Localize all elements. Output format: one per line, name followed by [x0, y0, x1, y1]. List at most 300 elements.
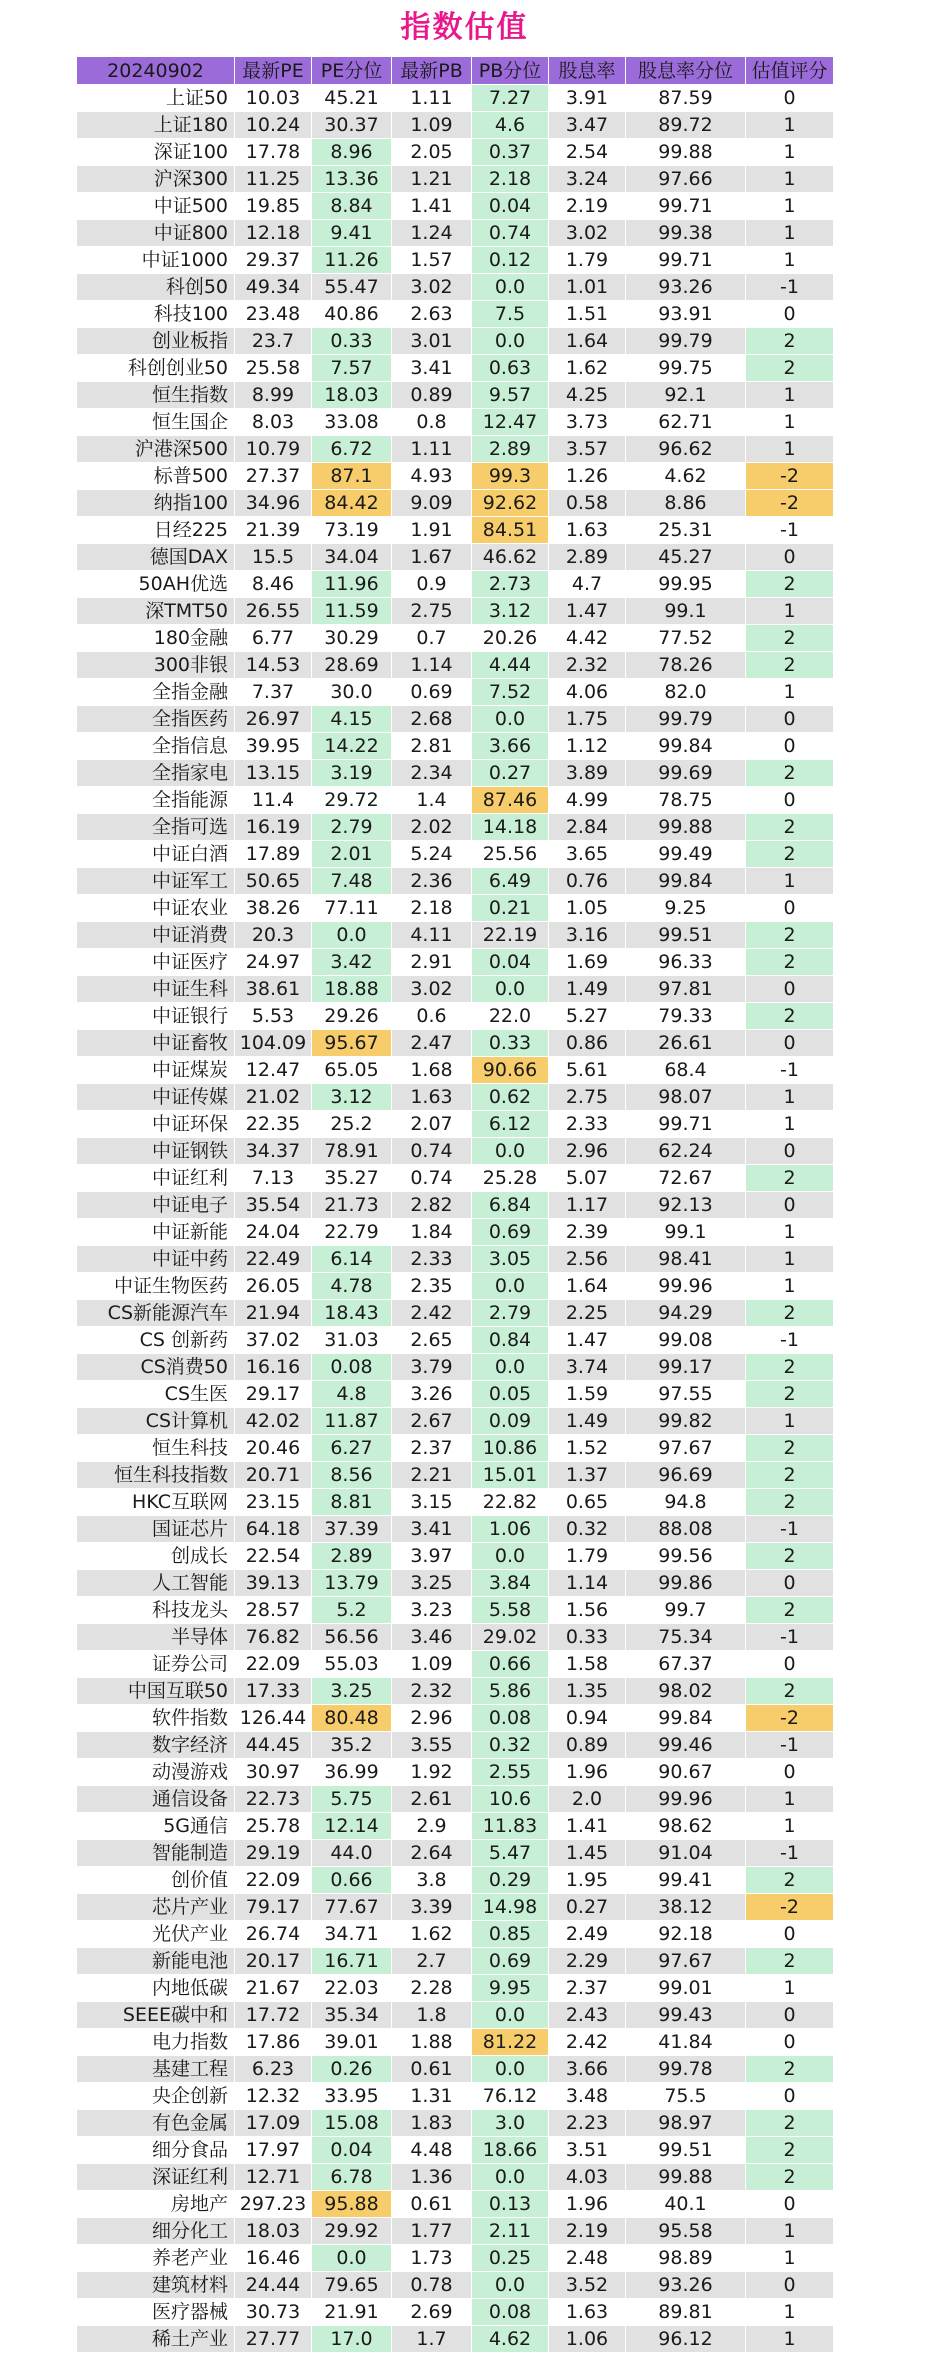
pb-percentile-cell: 84.51 [472, 517, 549, 544]
dividend-yield-cell: 2.42 [549, 2029, 626, 2056]
pe-cell: 20.17 [235, 1948, 312, 1975]
pe-cell: 27.37 [235, 463, 312, 490]
index-name-cell: 中证800 [77, 220, 235, 247]
index-name-cell: 中证畜牧 [77, 1030, 235, 1057]
dividend-percentile-cell: 89.72 [626, 112, 746, 139]
pb-cell: 2.7 [392, 1948, 472, 1975]
pb-percentile-cell: 25.28 [472, 1165, 549, 1192]
dividend-percentile-cell: 99.79 [626, 328, 746, 355]
pe-cell: 44.45 [235, 1732, 312, 1759]
pb-percentile-cell: 0.0 [472, 2002, 549, 2029]
pe-percentile-cell: 84.42 [312, 490, 392, 517]
dividend-yield-cell: 0.32 [549, 1516, 626, 1543]
dividend-percentile-cell: 78.75 [626, 787, 746, 814]
valuation-score-cell: 1 [746, 166, 834, 193]
pb-cell: 1.62 [392, 1921, 472, 1948]
table-row [77, 1138, 834, 1165]
valuation-score-cell: 1 [746, 1219, 834, 1246]
pb-percentile-cell: 6.49 [472, 868, 549, 895]
table-row [77, 1678, 834, 1705]
pb-cell: 1.09 [392, 112, 472, 139]
dividend-percentile-cell: 99.41 [626, 1867, 746, 1894]
pb-cell: 2.69 [392, 2299, 472, 2326]
column-header-pe-percentile: PE分位 [312, 57, 392, 85]
pb-cell: 2.75 [392, 598, 472, 625]
dividend-percentile-cell: 99.01 [626, 1975, 746, 2002]
index-name-cell: 全指能源 [77, 787, 235, 814]
pe-cell: 8.03 [235, 409, 312, 436]
pb-percentile-cell: 0.85 [472, 1921, 549, 1948]
pb-cell: 3.41 [392, 355, 472, 382]
pe-cell: 29.37 [235, 247, 312, 274]
dividend-percentile-cell: 78.26 [626, 652, 746, 679]
dividend-yield-cell: 3.16 [549, 922, 626, 949]
table-row [77, 463, 834, 490]
table-row [77, 2191, 834, 2218]
dividend-yield-cell: 1.01 [549, 274, 626, 301]
dividend-yield-cell: 2.56 [549, 1246, 626, 1273]
index-name-cell: 中证银行 [77, 1003, 235, 1030]
index-name-cell: 德国DAX [77, 544, 235, 571]
dividend-yield-cell: 1.64 [549, 328, 626, 355]
dividend-yield-cell: 1.95 [549, 1867, 626, 1894]
valuation-score-cell: 2 [746, 1678, 834, 1705]
pe-percentile-cell: 4.15 [312, 706, 392, 733]
dividend-yield-cell: 2.32 [549, 652, 626, 679]
pe-cell: 17.97 [235, 2137, 312, 2164]
pe-cell: 14.53 [235, 652, 312, 679]
dividend-percentile-cell: 97.81 [626, 976, 746, 1003]
dividend-percentile-cell: 93.26 [626, 274, 746, 301]
pe-percentile-cell: 22.03 [312, 1975, 392, 2002]
dividend-yield-cell: 1.52 [549, 1435, 626, 1462]
dividend-yield-cell: 2.96 [549, 1138, 626, 1165]
pe-cell: 19.85 [235, 193, 312, 220]
pb-percentile-cell: 99.3 [472, 463, 549, 490]
pb-cell: 2.47 [392, 1030, 472, 1057]
dividend-percentile-cell: 62.71 [626, 409, 746, 436]
dividend-yield-cell: 2.54 [549, 139, 626, 166]
valuation-score-cell: -1 [746, 517, 834, 544]
pe-percentile-cell: 0.66 [312, 1867, 392, 1894]
dividend-yield-cell: 1.05 [549, 895, 626, 922]
dividend-yield-cell: 1.12 [549, 733, 626, 760]
pb-percentile-cell: 22.82 [472, 1489, 549, 1516]
table-row [77, 1192, 834, 1219]
table-row [77, 1489, 834, 1516]
valuation-score-cell: 0 [746, 706, 834, 733]
index-name-cell: 中证中药 [77, 1246, 235, 1273]
table-row [77, 247, 834, 274]
valuation-score-cell: 0 [746, 1651, 834, 1678]
pb-percentile-cell: 9.95 [472, 1975, 549, 2002]
valuation-score-cell: -1 [746, 1840, 834, 1867]
index-name-cell: 智能制造 [77, 1840, 235, 1867]
pe-cell: 30.73 [235, 2299, 312, 2326]
pb-cell: 1.24 [392, 220, 472, 247]
column-header-pe: 最新PE [235, 57, 312, 85]
dividend-yield-cell: 5.61 [549, 1057, 626, 1084]
pe-percentile-cell: 6.72 [312, 436, 392, 463]
pb-percentile-cell: 0.29 [472, 1867, 549, 1894]
index-name-cell: 中证军工 [77, 868, 235, 895]
pe-percentile-cell: 14.22 [312, 733, 392, 760]
pe-cell: 7.13 [235, 1165, 312, 1192]
dividend-percentile-cell: 99.84 [626, 733, 746, 760]
index-name-cell: CS消费50 [77, 1354, 235, 1381]
pb-percentile-cell: 0.08 [472, 2299, 549, 2326]
valuation-score-cell: 0 [746, 1192, 834, 1219]
pe-cell: 28.57 [235, 1597, 312, 1624]
table-row [77, 2056, 834, 2083]
dividend-yield-cell: 1.49 [549, 976, 626, 1003]
pe-percentile-cell: 0.08 [312, 1354, 392, 1381]
pb-cell: 3.01 [392, 328, 472, 355]
pe-cell: 10.03 [235, 85, 312, 112]
pb-percentile-cell: 2.11 [472, 2218, 549, 2245]
table-row [77, 598, 834, 625]
pe-cell: 23.48 [235, 301, 312, 328]
pe-percentile-cell: 2.79 [312, 814, 392, 841]
valuation-score-cell: 1 [746, 1813, 834, 1840]
pb-percentile-cell: 14.98 [472, 1894, 549, 1921]
table-row [77, 2083, 834, 2110]
dividend-percentile-cell: 87.59 [626, 85, 746, 112]
pe-cell: 42.02 [235, 1408, 312, 1435]
table-row [77, 139, 834, 166]
pe-percentile-cell: 6.14 [312, 1246, 392, 1273]
dividend-percentile-cell: 96.69 [626, 1462, 746, 1489]
pe-cell: 20.3 [235, 922, 312, 949]
dividend-percentile-cell: 99.84 [626, 868, 746, 895]
index-name-cell: 科创创业50 [77, 355, 235, 382]
pb-cell: 2.81 [392, 733, 472, 760]
valuation-score-cell: 1 [746, 139, 834, 166]
table-row [77, 1057, 834, 1084]
table-row [77, 2137, 834, 2164]
valuation-score-cell: 1 [746, 2299, 834, 2326]
pb-percentile-cell: 92.62 [472, 490, 549, 517]
pe-percentile-cell: 35.27 [312, 1165, 392, 1192]
dividend-yield-cell: 1.96 [549, 2191, 626, 2218]
index-name-cell: 180金融 [77, 625, 235, 652]
dividend-percentile-cell: 97.55 [626, 1381, 746, 1408]
pb-percentile-cell: 6.12 [472, 1111, 549, 1138]
index-name-cell: 深证100 [77, 139, 235, 166]
valuation-score-cell: 2 [746, 1489, 834, 1516]
valuation-score-cell: 1 [746, 679, 834, 706]
valuation-score-cell: 1 [746, 2326, 834, 2353]
valuation-score-cell: 0 [746, 1759, 834, 1786]
dividend-yield-cell: 1.47 [549, 598, 626, 625]
dividend-percentile-cell: 99.88 [626, 139, 746, 166]
index-name-cell: 上证180 [77, 112, 235, 139]
pb-cell: 3.15 [392, 1489, 472, 1516]
table-row [77, 1786, 834, 1813]
dividend-percentile-cell: 99.86 [626, 1570, 746, 1597]
valuation-score-cell: 0 [746, 2029, 834, 2056]
valuation-score-cell: 0 [746, 1030, 834, 1057]
pe-cell: 22.09 [235, 1867, 312, 1894]
pe-percentile-cell: 77.11 [312, 895, 392, 922]
pe-percentile-cell: 13.36 [312, 166, 392, 193]
pb-cell: 1.11 [392, 436, 472, 463]
dividend-percentile-cell: 99.88 [626, 814, 746, 841]
index-name-cell: 中证生物医药 [77, 1273, 235, 1300]
pe-cell: 17.78 [235, 139, 312, 166]
pe-percentile-cell: 4.78 [312, 1273, 392, 1300]
pe-percentile-cell: 18.43 [312, 1300, 392, 1327]
dividend-yield-cell: 0.89 [549, 1732, 626, 1759]
index-name-cell: 中证钢铁 [77, 1138, 235, 1165]
pe-percentile-cell: 4.8 [312, 1381, 392, 1408]
valuation-score-cell: 1 [746, 1975, 834, 2002]
dividend-yield-cell: 2.37 [549, 1975, 626, 2002]
table-row [77, 166, 834, 193]
table-row [77, 1597, 834, 1624]
pb-cell: 9.09 [392, 490, 472, 517]
pe-percentile-cell: 7.57 [312, 355, 392, 382]
pe-cell: 12.71 [235, 2164, 312, 2191]
dividend-yield-cell: 0.27 [549, 1894, 626, 1921]
pb-percentile-cell: 90.66 [472, 1057, 549, 1084]
pe-percentile-cell: 15.08 [312, 2110, 392, 2137]
index-name-cell: 芯片产业 [77, 1894, 235, 1921]
index-name-cell: CS新能源汽车 [77, 1300, 235, 1327]
dividend-yield-cell: 1.51 [549, 301, 626, 328]
pe-cell: 18.03 [235, 2218, 312, 2245]
dividend-percentile-cell: 99.88 [626, 2164, 746, 2191]
pe-percentile-cell: 2.01 [312, 841, 392, 868]
valuation-score-cell: 1 [746, 436, 834, 463]
index-valuation-table [76, 56, 834, 2353]
dividend-percentile-cell: 99.17 [626, 1354, 746, 1381]
table-row [77, 301, 834, 328]
dividend-percentile-cell: 41.84 [626, 2029, 746, 2056]
index-name-cell: 中证农业 [77, 895, 235, 922]
dividend-yield-cell: 0.94 [549, 1705, 626, 1732]
dividend-percentile-cell: 99.71 [626, 193, 746, 220]
dividend-yield-cell: 3.91 [549, 85, 626, 112]
index-name-cell: 科创50 [77, 274, 235, 301]
table-row [77, 85, 834, 112]
page-title: 指数估值 [400, 10, 529, 45]
index-name-cell: 全指可选 [77, 814, 235, 841]
dividend-percentile-cell: 98.62 [626, 1813, 746, 1840]
dividend-yield-cell: 1.63 [549, 2299, 626, 2326]
valuation-score-cell: 2 [746, 1948, 834, 1975]
table-row [77, 220, 834, 247]
table-row [77, 1462, 834, 1489]
table-row [77, 679, 834, 706]
index-name-cell: 证券公司 [77, 1651, 235, 1678]
table-row [77, 2218, 834, 2245]
pb-cell: 3.41 [392, 1516, 472, 1543]
index-name-cell: 标普500 [77, 463, 235, 490]
pb-cell: 1.21 [392, 166, 472, 193]
valuation-score-cell: 2 [746, 2056, 834, 2083]
dividend-percentile-cell: 99.96 [626, 1786, 746, 1813]
pe-percentile-cell: 21.73 [312, 1192, 392, 1219]
pb-percentile-cell: 0.32 [472, 1732, 549, 1759]
pb-cell: 2.18 [392, 895, 472, 922]
valuation-score-cell: 2 [746, 1867, 834, 1894]
valuation-score-cell: 0 [746, 2191, 834, 2218]
dividend-yield-cell: 3.51 [549, 2137, 626, 2164]
index-name-cell: 数字经济 [77, 1732, 235, 1759]
dividend-yield-cell: 4.99 [549, 787, 626, 814]
pb-cell: 3.46 [392, 1624, 472, 1651]
valuation-score-cell: 0 [746, 301, 834, 328]
index-name-cell: 恒生国企 [77, 409, 235, 436]
valuation-score-cell: -2 [746, 1894, 834, 1921]
index-name-cell: 5G通信 [77, 1813, 235, 1840]
table-row [77, 1408, 834, 1435]
table-row [77, 2110, 834, 2137]
pe-cell: 11.4 [235, 787, 312, 814]
dividend-yield-cell: 1.47 [549, 1327, 626, 1354]
pb-percentile-cell: 2.55 [472, 1759, 549, 1786]
pe-percentile-cell: 55.03 [312, 1651, 392, 1678]
pb-percentile-cell: 0.04 [472, 193, 549, 220]
pb-percentile-cell: 22.19 [472, 922, 549, 949]
dividend-percentile-cell: 96.33 [626, 949, 746, 976]
index-name-cell: 中证医疗 [77, 949, 235, 976]
pe-cell: 104.09 [235, 1030, 312, 1057]
dividend-percentile-cell: 26.61 [626, 1030, 746, 1057]
pe-percentile-cell: 80.48 [312, 1705, 392, 1732]
pe-percentile-cell: 3.25 [312, 1678, 392, 1705]
index-name-cell: 创价值 [77, 1867, 235, 1894]
table-row [77, 976, 834, 1003]
pb-cell: 1.41 [392, 193, 472, 220]
dividend-yield-cell: 1.17 [549, 1192, 626, 1219]
pe-percentile-cell: 87.1 [312, 463, 392, 490]
dividend-percentile-cell: 99.75 [626, 355, 746, 382]
pe-percentile-cell: 9.41 [312, 220, 392, 247]
valuation-score-cell: -1 [746, 1516, 834, 1543]
pe-cell: 29.19 [235, 1840, 312, 1867]
pe-percentile-cell: 0.0 [312, 922, 392, 949]
valuation-score-cell: 1 [746, 193, 834, 220]
pe-cell: 22.09 [235, 1651, 312, 1678]
index-name-cell: 沪深300 [77, 166, 235, 193]
pb-cell: 4.48 [392, 2137, 472, 2164]
dividend-yield-cell: 3.52 [549, 2272, 626, 2299]
pb-percentile-cell: 0.63 [472, 355, 549, 382]
dividend-yield-cell: 4.7 [549, 571, 626, 598]
pe-percentile-cell: 95.67 [312, 1030, 392, 1057]
dividend-percentile-cell: 79.33 [626, 1003, 746, 1030]
dividend-yield-cell: 1.64 [549, 1273, 626, 1300]
dividend-percentile-cell: 99.71 [626, 1111, 746, 1138]
dividend-percentile-cell: 99.78 [626, 2056, 746, 2083]
index-name-cell: 软件指数 [77, 1705, 235, 1732]
pe-cell: 35.54 [235, 1192, 312, 1219]
pb-cell: 4.11 [392, 922, 472, 949]
valuation-score-cell: 1 [746, 2245, 834, 2272]
pe-percentile-cell: 28.69 [312, 652, 392, 679]
pb-cell: 0.69 [392, 679, 472, 706]
index-name-cell: 中证红利 [77, 1165, 235, 1192]
pb-percentile-cell: 4.44 [472, 652, 549, 679]
table-body [77, 85, 834, 2353]
pb-percentile-cell: 0.0 [472, 1354, 549, 1381]
pb-cell: 1.83 [392, 2110, 472, 2137]
dividend-yield-cell: 2.48 [549, 2245, 626, 2272]
valuation-score-cell: 2 [746, 1435, 834, 1462]
table-row [77, 1705, 834, 1732]
pe-percentile-cell: 31.03 [312, 1327, 392, 1354]
index-name-cell: 深证红利 [77, 2164, 235, 2191]
dividend-percentile-cell: 98.07 [626, 1084, 746, 1111]
index-name-cell: 全指家电 [77, 760, 235, 787]
pe-cell: 17.72 [235, 2002, 312, 2029]
pe-percentile-cell: 5.75 [312, 1786, 392, 1813]
pe-percentile-cell: 22.79 [312, 1219, 392, 1246]
pb-cell: 0.8 [392, 409, 472, 436]
pb-percentile-cell: 87.46 [472, 787, 549, 814]
dividend-yield-cell: 1.69 [549, 949, 626, 976]
pb-percentile-cell: 7.27 [472, 85, 549, 112]
pb-percentile-cell: 0.33 [472, 1030, 549, 1057]
pe-percentile-cell: 3.42 [312, 949, 392, 976]
pb-percentile-cell: 9.57 [472, 382, 549, 409]
pe-cell: 12.32 [235, 2083, 312, 2110]
table-row [77, 1435, 834, 1462]
pb-percentile-cell: 3.0 [472, 2110, 549, 2137]
pb-cell: 2.91 [392, 949, 472, 976]
pe-cell: 20.46 [235, 1435, 312, 1462]
valuation-score-cell: 1 [746, 247, 834, 274]
valuation-score-cell: 1 [746, 112, 834, 139]
pe-percentile-cell: 0.33 [312, 328, 392, 355]
pe-cell: 38.26 [235, 895, 312, 922]
pe-cell: 17.86 [235, 2029, 312, 2056]
dividend-yield-cell: 1.14 [549, 1570, 626, 1597]
table-row [77, 544, 834, 571]
dividend-percentile-cell: 99.51 [626, 922, 746, 949]
table-row [77, 706, 834, 733]
pb-percentile-cell: 3.84 [472, 1570, 549, 1597]
valuation-score-cell: -1 [746, 1057, 834, 1084]
valuation-score-cell: -2 [746, 463, 834, 490]
pb-cell: 1.73 [392, 2245, 472, 2272]
pb-percentile-cell: 0.0 [472, 2164, 549, 2191]
pe-percentile-cell: 65.05 [312, 1057, 392, 1084]
pe-cell: 20.71 [235, 1462, 312, 1489]
pb-cell: 2.36 [392, 868, 472, 895]
pe-percentile-cell: 29.92 [312, 2218, 392, 2245]
pb-percentile-cell: 20.26 [472, 625, 549, 652]
pb-cell: 3.55 [392, 1732, 472, 1759]
pb-cell: 3.23 [392, 1597, 472, 1624]
pb-cell: 1.14 [392, 652, 472, 679]
pb-cell: 2.33 [392, 1246, 472, 1273]
pb-cell: 0.9 [392, 571, 472, 598]
table-row [77, 1732, 834, 1759]
dividend-yield-cell: 3.02 [549, 220, 626, 247]
dividend-percentile-cell: 99.84 [626, 1705, 746, 1732]
valuation-score-cell: 1 [746, 1273, 834, 1300]
index-name-cell: 恒生科技指数 [77, 1462, 235, 1489]
dividend-yield-cell: 0.65 [549, 1489, 626, 1516]
pe-percentile-cell: 35.2 [312, 1732, 392, 1759]
table-row [77, 1003, 834, 1030]
table-row [77, 1651, 834, 1678]
table-row [77, 895, 834, 922]
pb-cell: 2.68 [392, 706, 472, 733]
